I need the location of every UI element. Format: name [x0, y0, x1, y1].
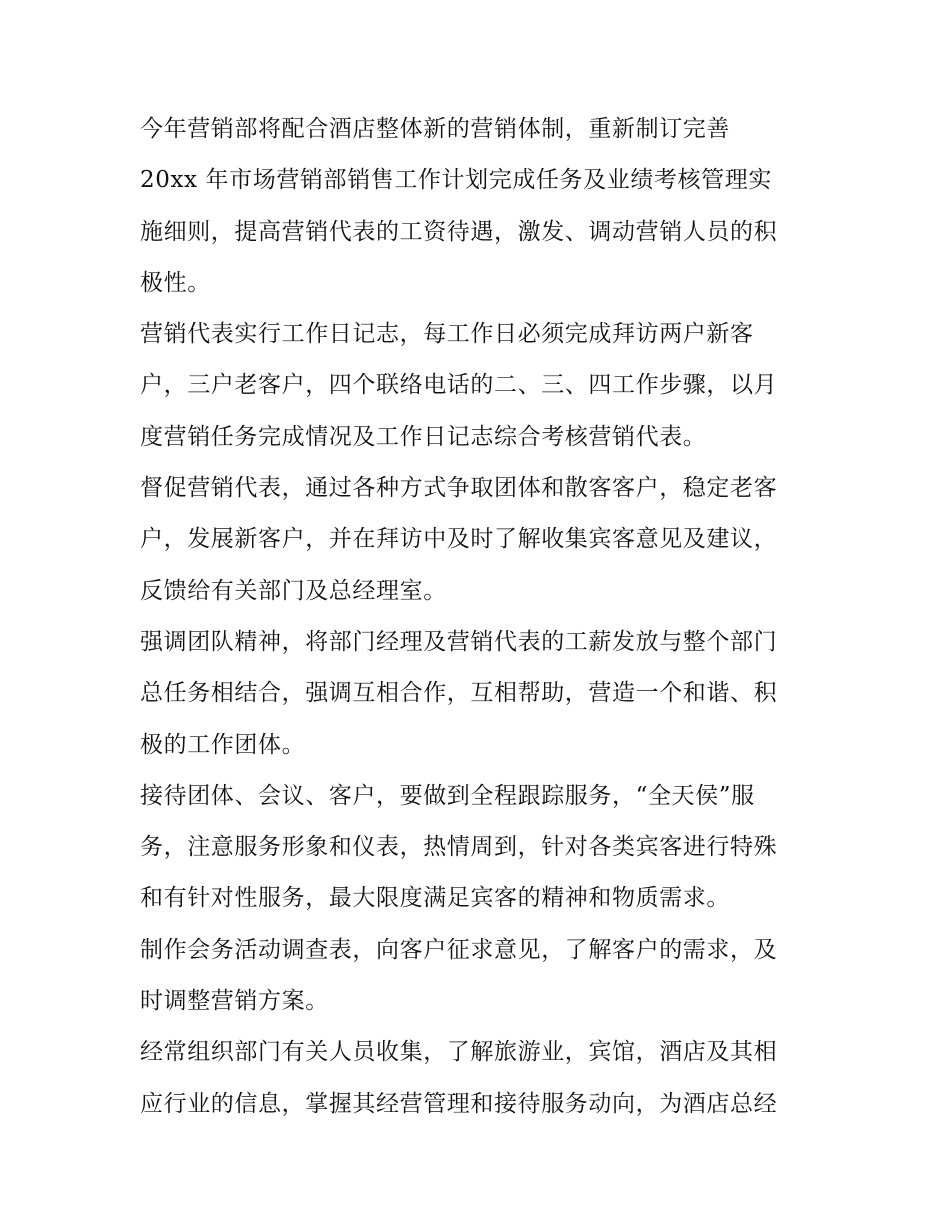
paragraph-3 [140, 463, 820, 617]
text-line: 接待团体、会议、客户，要做到全程跟踪服务，“全天侯”服 [140, 782, 755, 809]
text-line: 户，发展新客户，并在拜访中及时了解收集宾客意见及建议， [140, 526, 778, 553]
text-line: 户，三户老客户，四个联络电话的二、三、四工作步骤，以月 [140, 372, 778, 399]
document-body [140, 104, 820, 1130]
text-line: 时调整营销方案。 [140, 988, 329, 1015]
text-line: 制作会务活动调查表，向客户征求意见，了解客户的需求，及 [140, 936, 778, 963]
text-line: 20xx 年市场营销部销售工作计划完成任务及业绩考核管理实 [140, 167, 772, 194]
text-line: 极的工作团体。 [140, 731, 306, 758]
paragraph-1 [140, 104, 820, 309]
paragraph-2 [140, 309, 820, 463]
text-line: 务，注意服务形象和仪表，热情周到，针对各类宾客进行特殊 [140, 834, 778, 861]
paragraph-5 [140, 771, 820, 925]
text-line: 度营销任务完成情况及工作日记志综合考核营销代表。 [140, 423, 707, 450]
text-line: 反馈给有关部门及总经理室。 [140, 577, 447, 604]
text-line: 督促营销代表，通过各种方式争取团体和散客客户，稳定老客 [140, 475, 778, 502]
paragraph-7 [140, 1027, 820, 1130]
text-line: 应行业的信息，掌握其经营管理和接待服务动向，为酒店总经 [140, 1090, 778, 1117]
text-line: 营销代表实行工作日记志，每工作日必须完成拜访两户新客 [140, 321, 754, 348]
text-line: 施细则，提高营销代表的工资待遇，激发、调动营销人员的积 [140, 218, 778, 245]
text-line: 强调团队精神，将部门经理及营销代表的工薪发放与整个部门 [140, 628, 778, 655]
text-line: 经常组织部门有关人员收集，了解旅游业，宾馆，酒店及其相 [140, 1039, 778, 1066]
text-line: 总任务相结合，强调互相合作，互相帮助，营造一个和谐、积 [140, 680, 778, 707]
paragraph-6 [140, 925, 820, 1028]
paragraph-4 [140, 617, 820, 771]
text-line: 和有针对性服务，最大限度满足宾客的精神和物质需求。 [140, 885, 730, 912]
text-line: 今年营销部将配合酒店整体新的营销体制，重新制订完善 [140, 116, 730, 142]
text-line: 极性。 [140, 269, 211, 296]
